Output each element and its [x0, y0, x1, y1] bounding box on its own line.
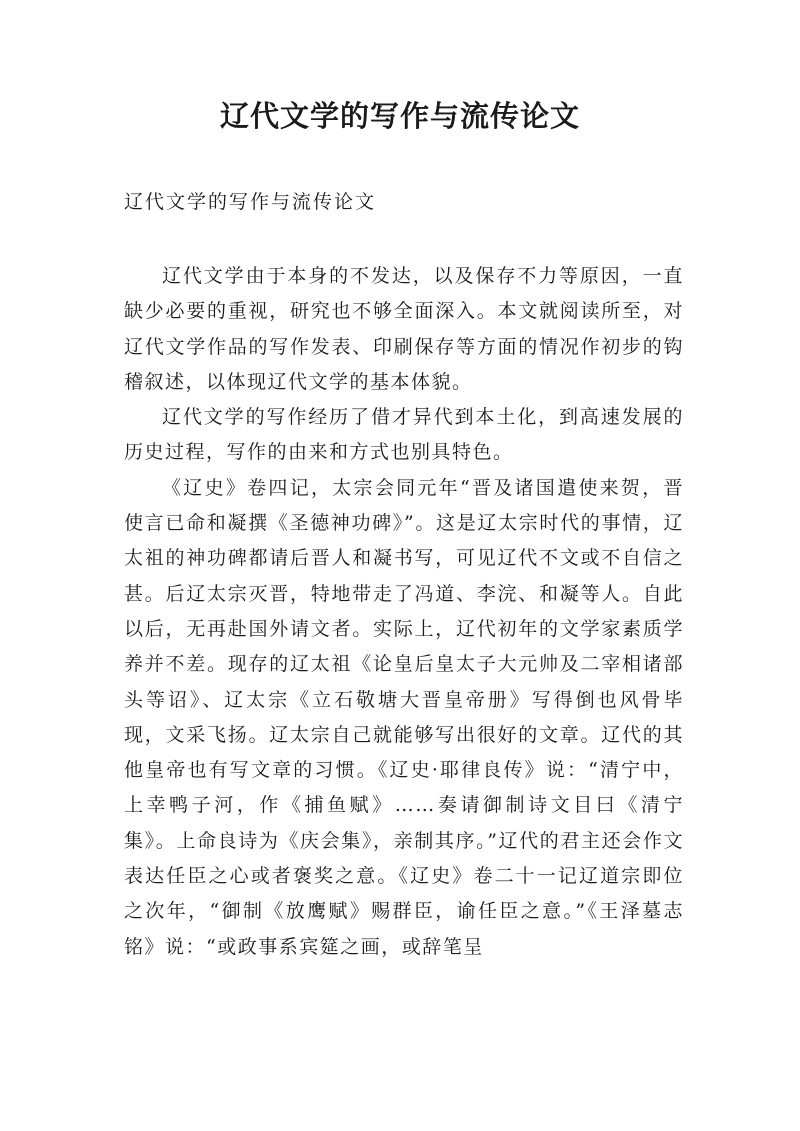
paragraph: 辽代文学由于本身的不发达，以及保存不力等原因，一直缺少必要的重视，研究也不够全面深入。本文就阅读所至，对辽代文学作品的写作发表、印刷保存等方面的情况作初步的钩稽叙述，以体现辽代文学的基本体貌。	[124, 265, 684, 393]
document-subtitle: 辽代文学的写作与流传论文	[124, 191, 377, 213]
document-title: 辽代文学的写作与流传论文	[219, 99, 580, 133]
paragraph: 辽代文学的写作经历了借才异代到本土化，到高速发展的历史过程，写作的由来和方式也别具特色。	[124, 406, 684, 464]
paragraph: 《辽史》卷四记，太宗会同元年“晋及诸国遣使来贺，晋使言已命和凝撰《圣德神功碑》”。这是辽太宗时代的事情，辽太祖的神功碑都请后晋人和凝书写，可见辽代不文或不自信之甚。后辽太宗灭晋，特地带走了冯道、李浣、和凝等人。自此以后，无再赴国外请文者。实际上，辽代初年的文学家素质学养并不差。现存的辽太祖《论皇后皇太子大元帅及二宰相诸部头等诏》、辽太宗《立石敬塘大晋皇帝册》写得倒也风骨毕现，文采飞扬。辽太宗自己就能够写出很好的文章。辽代的其他皇帝也有写文章的习惯。《辽史·耶律良传》说：“清宁中，上幸鸭子河，作《捕鱼赋》……奏请御制诗文目曰《清宁集》。上命良诗为《庆会集》，亲制其序。”辽代的君主还会作文表达任臣之心或者褒奖之意。《辽史》卷二十一记辽道宗即位之次年，“御制《放鹰赋》赐群臣，谕任臣之意。”《王泽墓志铭》说：“或政事系宾筵之画，或辞笔呈	[124, 476, 684, 958]
document-body	[124, 259, 684, 965]
